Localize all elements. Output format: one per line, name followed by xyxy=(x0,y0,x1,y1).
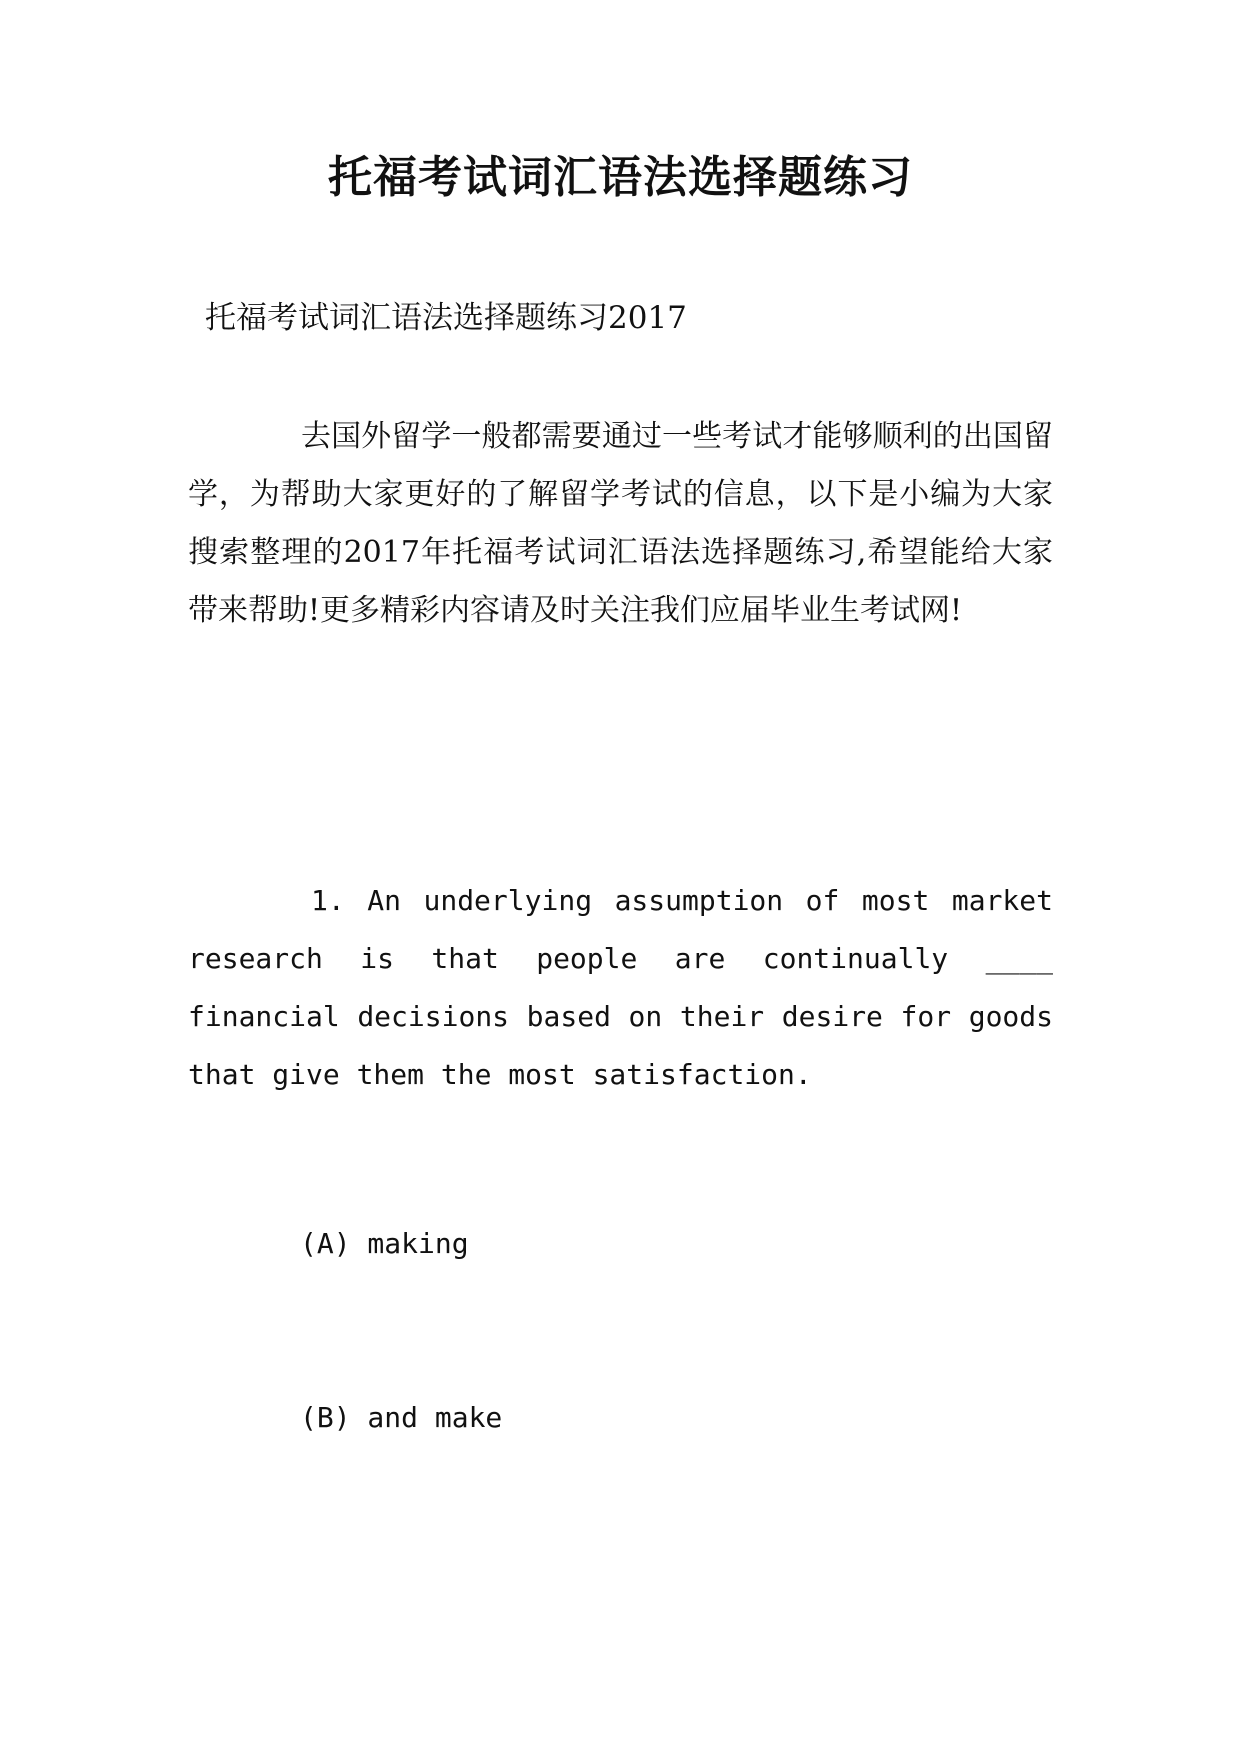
question-1-text: 1. An underlying assumption of most market research is that people are continually ____ financial decisions based on their desire for goods that give them the most satisfaction. xyxy=(188,884,1053,1091)
document-title: 托福考试词汇语法选择题练习 xyxy=(328,152,913,203)
intro-paragraph: 去国外留学一般都需要通过一些考试才能够顺利的出国留学，为帮助大家更好的了解留学考试的信息，以下是小编为大家搜索整理的2017年托福考试词汇语法选择题练习,希望能给大家带来帮助!更多精彩内容请及时关注我们应届毕业生考试网! xyxy=(188,419,1053,628)
document-subtitle: 托福考试词汇语法选择题练习2017 xyxy=(205,300,687,336)
option-a: (A) making xyxy=(300,1227,469,1260)
option-b: (B) and make xyxy=(300,1401,503,1434)
